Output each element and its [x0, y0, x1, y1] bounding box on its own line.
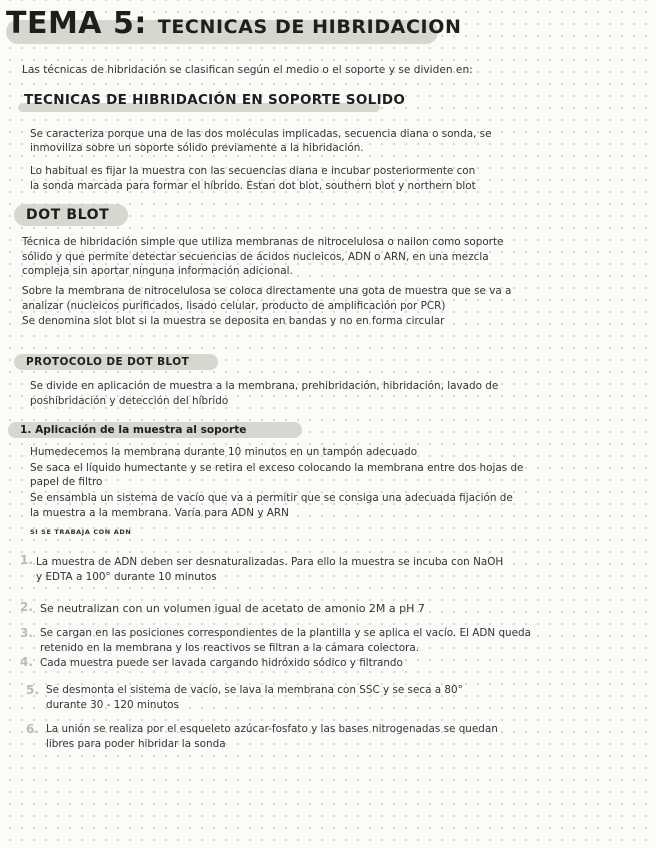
step-number: 2.	[20, 600, 33, 614]
step-line: La unión se realiza por el esqueleto azúcar-fosfato y las bases nitrogenadas se quedan	[46, 723, 498, 735]
solid-line: Se caracteriza porque una de las dos moléculas implicadas, secuencia diana o sonda, se	[30, 128, 492, 140]
step-line: Cada muestra puede ser lavada cargando hidróxido sódico y filtrando	[40, 657, 403, 669]
solid-line: Lo habitual es fijar la muestra con las secuencias diana e incubar posteriormente con	[30, 165, 476, 177]
step-line: La muestra de ADN deben ser desnaturalizadas. Para ello la muestra se incuba con NaOH	[36, 556, 504, 568]
page-title	[6, 4, 461, 47]
step-line: Se neutralizan con un volumen igual de acetato de amonio 2M a pH 7	[40, 602, 425, 615]
title-block	[6, 4, 461, 47]
application-line: Se ensambla un sistema de vacío que va a permitir que se consiga una adecuada fijación de	[30, 492, 513, 504]
dot-line: Técnica de hibridación simple que utiliza membranas de nitrocelulosa o nailon como soporte	[22, 236, 504, 248]
protocol-line: poshibridación y detección del híbrido	[30, 395, 229, 407]
step-number: 4.	[20, 655, 33, 669]
heading-protocol: PROTOCOLO DE DOT BLOT	[14, 354, 218, 370]
application-line: Se saca el líquido humectante y se retira el exceso colocando la membrana entre dos hojas de	[30, 462, 524, 474]
dot-line: compleja sin aportar ninguna información adicional.	[22, 265, 293, 277]
step-number: 6.	[26, 722, 39, 736]
dot-line: Se denomina slot blot si la muestra se deposita en bandas y no en forma circular	[22, 315, 445, 327]
step-number: 5.	[26, 683, 39, 697]
heading-dot-blot: DOT BLOT	[14, 204, 128, 226]
dot-line: analizar (nucleicos purificados, lisado celular, producto de amplificación por PCR)	[22, 300, 446, 312]
dna-note: SI SE TRABAJA CON ADN	[30, 528, 132, 536]
step-line: Se cargan en las posiciones correspondientes de la plantilla y se aplica el vacío. El ADN queda	[40, 627, 531, 639]
application-line: la muestra a la membrana. Varía para ADN y ARN	[30, 507, 289, 519]
application-line: Humedecemos la membrana durante 10 minutos en un tampón adecuado	[30, 446, 418, 458]
step-number: 1.	[20, 553, 33, 567]
dot-line: sólido y que permite detectar secuencias de ácidos nucleicos, ADN o ARN, en una mezcla	[22, 251, 489, 263]
solid-line: la sonda marcada para formar el híbrido. Estan dot blot, southern blot y northern blot	[30, 180, 476, 192]
dot-line: Sobre la membrana de nitrocelulosa se coloca directamente una gota de muestra que se va a	[22, 285, 512, 297]
solid-line: inmoviliza sobre un soporte sólido previamente a la hibridación.	[30, 142, 364, 154]
step-line: durante 30 - 120 minutos	[46, 699, 179, 711]
step-line: retenido en la membrana y los reactivos se filtran a la cámara colectora.	[40, 642, 420, 654]
step-line: libres para poder hibridar la sonda	[46, 738, 226, 750]
application-line: papel de filtro	[30, 476, 103, 488]
title-sub: TECNICAS DE HIBRIDACION	[157, 16, 462, 38]
intro-text: Las técnicas de hibridación se clasifican según el medio o el soporte y se dividen en:	[22, 64, 473, 76]
step-line: Se desmonta el sistema de vacío, se lava la membrana con SSC y se seca a 80°	[46, 684, 463, 696]
title-main: TEMA 5:	[6, 6, 147, 41]
heading-sample-application: 1. Aplicación de la muestra al soporte	[8, 422, 302, 438]
step-line: y EDTA a 100° durante 10 minutos	[36, 571, 217, 583]
step-number: 3.	[20, 626, 33, 640]
heading-solid-support: TECNICAS DE HIBRIDACIÓN EN SOPORTE SOLIDO	[24, 92, 406, 108]
protocol-line: Se divide en aplicación de muestra a la membrana, prehibridación, hibridación, lavado de	[30, 380, 499, 392]
